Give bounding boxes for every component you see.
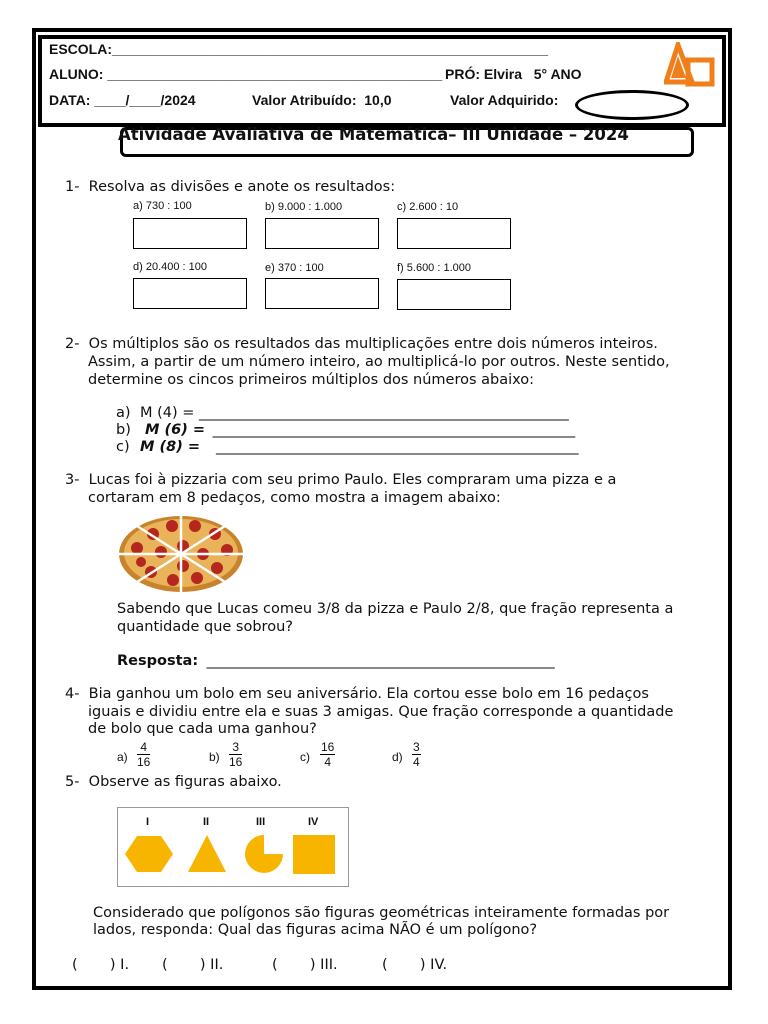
valor-adquirido-label: Valor Adquirido: bbox=[450, 92, 559, 108]
q2-c-label: c) bbox=[116, 439, 130, 455]
q4-option-b-num: 3 bbox=[229, 740, 242, 755]
q1-answer-box-f[interactable] bbox=[397, 279, 511, 310]
hexagon-shape bbox=[125, 836, 173, 872]
q1-item-e: e) 370 : 100 bbox=[265, 262, 324, 274]
q1-answer-box-c[interactable] bbox=[397, 218, 511, 249]
q1-item-f: f) 5.600 : 1.000 bbox=[397, 262, 471, 274]
q3-answer-label: Resposta: bbox=[117, 653, 199, 669]
q2-c-answer-line[interactable]: __________________________________________________ bbox=[216, 439, 579, 455]
q4-option-d-num: 3 bbox=[413, 740, 420, 754]
q1-answer-box-a[interactable] bbox=[133, 218, 247, 249]
q2-line3: determine os cincos primeiros múltiplos dos números abaixo: bbox=[88, 372, 535, 388]
triangle-shape bbox=[188, 835, 226, 872]
q2-b-answer-line[interactable]: __________________________________________________ bbox=[208, 422, 576, 438]
square-shape bbox=[293, 835, 335, 874]
q4-line3: de bolo que cada uma ganhou? bbox=[88, 721, 317, 737]
q1-item-d: d) 20.400 : 100 bbox=[133, 261, 208, 273]
q3-question-line1: Sabendo que Lucas comeu 3/8 da pizza e Paulo 2/8, que fração representa a bbox=[117, 601, 674, 617]
q4-line2: iguais e dividiu entre ela e suas 3 amigas. Que fração corresponde a quantidade bbox=[88, 704, 674, 720]
q1-item-b: b) 9.000 : 1.000 bbox=[265, 201, 343, 213]
q4-option-c-num: 16 bbox=[321, 740, 335, 754]
figure-label-1: I bbox=[146, 816, 150, 828]
q4-option-c-fraction bbox=[320, 740, 335, 769]
q1-item-a: a) 730 : 100 bbox=[133, 200, 192, 212]
q4-option-d-fraction bbox=[412, 740, 421, 769]
q4-option-c-label[interactable]: c) bbox=[300, 750, 310, 764]
q4-line1: 4- Bia ganhou um bolo em seu aniversário. Ela cortou esse bolo em 16 pedaços bbox=[65, 686, 649, 702]
q1-text: 1- Resolva as divisões e anote os resultados: bbox=[65, 179, 396, 195]
school-logo-icon bbox=[664, 42, 716, 90]
escola-field[interactable]: ESCOLA:________________________________________________________ bbox=[49, 41, 549, 57]
q5-text: 5- Observe as figuras abaixo. bbox=[65, 774, 282, 790]
q1-answer-box-b[interactable] bbox=[265, 218, 379, 249]
q3-question-line2: quantidade que sobrou? bbox=[117, 619, 293, 635]
date-field[interactable]: DATA: ____/____/2024 bbox=[49, 92, 196, 108]
q4-option-d-label[interactable]: d) bbox=[392, 750, 403, 764]
q5-choice-4[interactable]: ( ) IV. bbox=[382, 957, 448, 973]
q5-choice-3[interactable]: ( ) III. bbox=[272, 957, 338, 973]
q4-option-a-den: 16 bbox=[137, 755, 151, 769]
q5-question-line2: lados, responda: Qual das figuras acima NÃO é um polígono? bbox=[93, 922, 538, 938]
q3-line2: cortaram em 8 pedaços, como mostra a imagem abaixo: bbox=[88, 490, 501, 506]
q1-answer-box-e[interactable] bbox=[265, 278, 379, 309]
figures-drawing bbox=[117, 830, 349, 880]
q5-choice-2[interactable]: ( ) II. bbox=[162, 957, 224, 973]
q4-option-b-label[interactable]: b) bbox=[209, 750, 220, 764]
aluno-field[interactable]: ALUNO: ___________________________________________ bbox=[49, 66, 443, 82]
q4-option-a-num: 4 bbox=[137, 740, 150, 755]
teacher-grade: PRÓ: Elvira 5° ANO bbox=[445, 66, 582, 82]
pac-shape bbox=[245, 835, 283, 873]
q2-a-answer[interactable]: M (4) = ___________________________________________________ bbox=[140, 405, 569, 421]
q2-c-text: M (8) = bbox=[140, 439, 201, 455]
q4-option-d-den: 4 bbox=[413, 755, 420, 769]
q5-choice-1[interactable]: ( ) I. bbox=[72, 957, 130, 973]
grade-oval[interactable] bbox=[575, 90, 689, 120]
q2-line2: Assim, a partir de um número inteiro, ao multiplicá-lo por outros. Neste sentido, bbox=[88, 354, 670, 370]
page-title: Atividade Avaliativa de Matemática– III Unidade – 2024 bbox=[118, 125, 629, 144]
q3-line1: 3- Lucas foi à pizzaria com seu primo Paulo. Eles compraram uma pizza e a bbox=[65, 472, 617, 488]
q2-line1: 2- Os múltiplos são os resultados das multiplicações entre dois números inteiros. bbox=[65, 336, 658, 352]
q4-option-b-den: 16 bbox=[229, 755, 243, 769]
figure-label-4: IV bbox=[308, 816, 319, 828]
q1-answer-box-d[interactable] bbox=[133, 278, 247, 309]
q2-b-text: M (6) = bbox=[145, 422, 206, 438]
q4-option-a-label[interactable]: a) bbox=[117, 750, 128, 764]
q1-item-c: c) 2.600 : 10 bbox=[397, 201, 459, 213]
figure-label-2: II bbox=[203, 816, 210, 828]
q2-a-label: a) bbox=[116, 405, 131, 421]
q4-option-a-fraction bbox=[137, 740, 150, 769]
valor-atribuido: Valor Atribuído: 10,0 bbox=[252, 92, 392, 108]
q4-option-b-fraction bbox=[229, 740, 242, 769]
q3-answer-line[interactable]: ________________________________________________ bbox=[202, 653, 555, 669]
figure-label-3: III bbox=[256, 816, 266, 828]
q2-b-label: b) bbox=[116, 422, 131, 438]
q5-question-line1: Considerado que polígonos são figuras geométricas inteiramente formadas por bbox=[93, 905, 670, 921]
pizza-image bbox=[117, 510, 247, 594]
q4-option-c-den: 4 bbox=[324, 755, 332, 769]
